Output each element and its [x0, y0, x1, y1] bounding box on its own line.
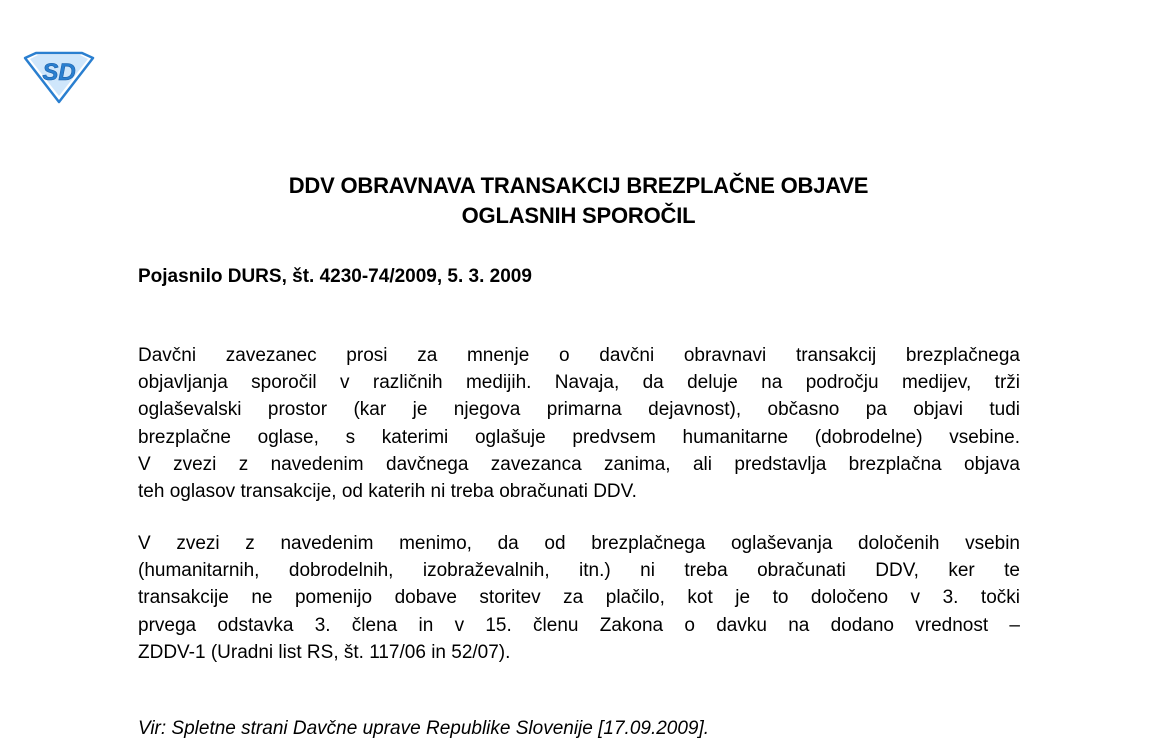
paragraph-line: prvega odstavka 3. člena in v 15. členu Zakona o davku na dodano vrednost –	[138, 614, 1020, 636]
paragraph-line: brezplačne oglase, s katerimi oglašuje predvsem humanitarne (dobrodelne) vsebine.	[138, 426, 1020, 448]
paragraph-line: V zvezi z navedenim menimo, da od brezplačnega oglaševanja določenih vsebin	[138, 533, 1020, 554]
paragraph-line: Davčni zavezanec prosi za mnenje o davčni obravnavi transakcij brezplačnega	[138, 345, 1020, 366]
paragraph-line: (humanitarnih, dobrodelnih, izobraževalnih, itn.) ni treba obračunati DDV, ker te	[138, 560, 1020, 582]
shield-logo-icon	[22, 50, 96, 104]
sd-logo	[22, 50, 96, 104]
paragraph-line: ZDDV-1 (Uradni list RS, št. 117/06 in 52/07).	[138, 641, 511, 663]
title-line-2: OGLASNIH SPOROČIL	[461, 203, 696, 228]
paragraph-line: teh oglasov transakcije, od katerih ni treba obračunati DDV.	[138, 481, 637, 503]
paragraph-line: oglaševalski prostor (kar je njegova primarna dejavnost), občasno pa objavi tudi	[138, 399, 1020, 421]
paragraph-line: objavljanja sporočil v različnih medijih. Navaja, da deluje na področju medijev, trži	[138, 372, 1020, 394]
paragraph-2	[138, 530, 1020, 666]
source-note: Vir: Spletne strani Davčne uprave Republike Slovenije [17.09.2009].	[138, 718, 710, 739]
logo-letters: SD	[42, 59, 76, 86]
document-subtitle: Pojasnilo DURS, št. 4230-74/2009, 5. 3. 2009	[138, 266, 532, 287]
paragraph-line: transakcije ne pomenijo dobave storitev za plačilo, kot je to določeno v 3. točki	[138, 587, 1020, 609]
document-title	[0, 171, 1157, 231]
paragraph-1	[138, 342, 1020, 505]
title-line-1: DDV OBRAVNAVA TRANSAKCIJ BREZPLAČNE OBJAVE	[288, 173, 869, 198]
paragraph-line: V zvezi z navedenim davčnega zavezanca zanima, ali predstavlja brezplačna objava	[138, 453, 1020, 475]
